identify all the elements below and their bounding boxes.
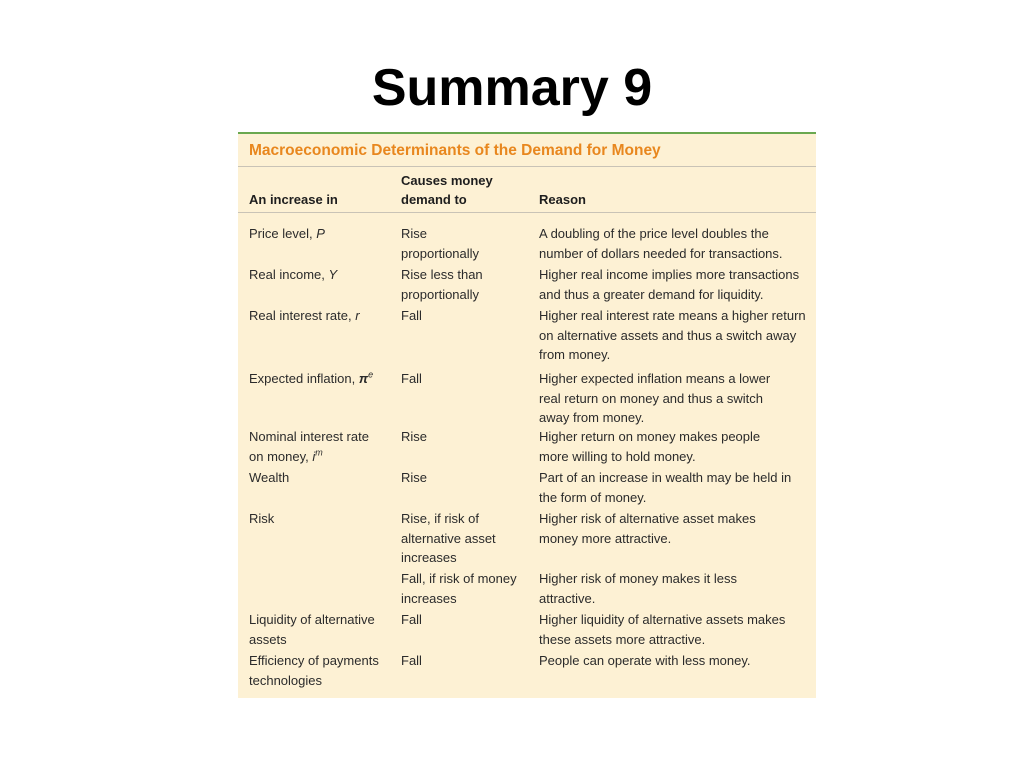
header-divider-top [238, 166, 816, 167]
row-effect-real-interest-rate: Fall [401, 308, 422, 323]
row-effect-payments-efficiency: Fall [401, 653, 422, 668]
symbol-expected-inflation: π [358, 371, 369, 386]
symbol-price-level: P [316, 226, 325, 241]
row-effect-price-level: Rise proportionally [401, 226, 480, 261]
row-reason-liquidity: Higher liquidity of alternative assets makes these assets more attractive. [539, 612, 786, 647]
slide-title: Summary 9 [371, 59, 653, 117]
row-effect-risk-money: Fall, if risk of money increases [401, 571, 517, 606]
row-effect-nominal-interest-rate: Rise [401, 429, 428, 444]
row-reason-expected-inflation: Higher expected inflation means a lower real return on money and thus a switch away from money. [539, 371, 771, 425]
row-variable-risk: Risk [249, 511, 275, 526]
row-reason-price-level: A doubling of the price level doubles the number of dollars needed for transactions. [539, 226, 783, 261]
row-reason-real-interest-rate: Higher real interest rate means a higher return on alternative assets and thus a switch away from money. [539, 308, 806, 362]
row-variable-payments-efficiency: Efficiency of payments technologies [249, 653, 379, 688]
row-reason-real-income: Higher real income implies more transactions and thus a greater demand for liquidity. [539, 267, 800, 302]
row-reason-risk-money: Higher risk of money makes it less attractive. [539, 571, 737, 606]
row-effect-real-income: Rise less than proportionally [401, 267, 483, 302]
symbol-real-income: Y [328, 267, 338, 282]
row-variable-real-interest-rate: Real interest rate, r [249, 308, 360, 323]
money-demand-table [238, 132, 816, 698]
row-effect-risk-alternative: Rise, if risk of alternative asset increases [401, 511, 496, 565]
table-caption: Macroeconomic Determinants of the Demand for Money [249, 142, 661, 159]
header-increase-in: An increase in [249, 192, 338, 207]
row-variable-wealth: Wealth [249, 470, 290, 485]
row-variable-real-income: Real income, Y [249, 267, 338, 282]
header-reason: Reason [539, 192, 586, 207]
row-variable-expected-inflation: Expected inflation, $\pi^e$ [249, 369, 374, 386]
header-causes-money-demand: Causes money demand to [401, 173, 493, 207]
row-variable-nominal-interest-rate: Nominal interest rate on money, $i^m$ [249, 429, 369, 464]
row-variable-liquidity: Liquidity of alternative assets [249, 612, 375, 647]
symbol-real-interest-rate: r [355, 308, 360, 323]
row-effect-wealth: Rise [401, 470, 428, 485]
row-reason-risk-alternative: Higher risk of alternative asset makes money more attractive. [539, 511, 756, 546]
row-reason-payments-efficiency: People can operate with less money. [539, 653, 751, 668]
header-divider-bottom [238, 212, 816, 213]
row-reason-wealth: Part of an increase in wealth may be held in the form of money. [539, 470, 792, 505]
row-effect-liquidity: Fall [401, 612, 422, 627]
symbol-nominal-interest-rate: i [312, 448, 316, 464]
row-effect-expected-inflation: Fall [401, 371, 422, 386]
row-variable-price-level: Price level, P [249, 226, 325, 241]
row-reason-nominal-interest-rate: Higher return on money makes people more willing to hold money. [539, 429, 761, 464]
